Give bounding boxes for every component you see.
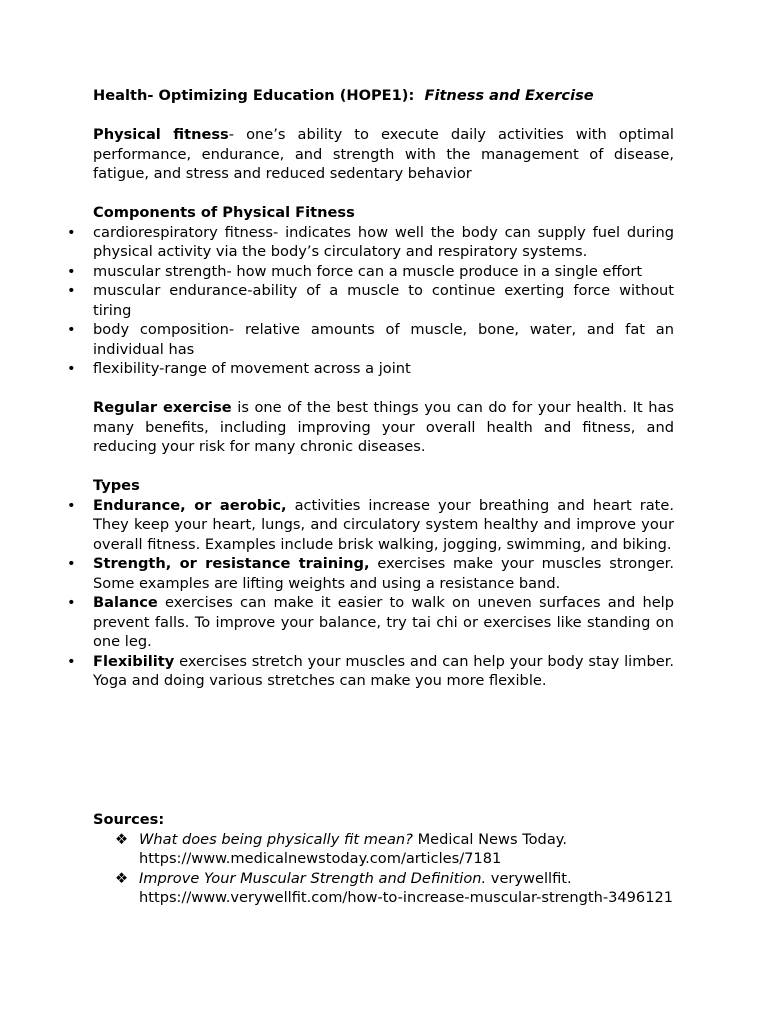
bullet-icon: • [67,223,76,241]
list-item: • flexibility-range of movement across a joint [67,360,411,377]
regular-exercise-term: Regular exercise [93,399,232,416]
sources-list [93,830,674,908]
list-item: • Strength, or resistance training, exercises make your muscles stronger. Some examples are lifting weights and using a resistance band. [67,555,674,592]
components-list [67,223,674,379]
source-title: What does being physically fit mean? [139,830,413,848]
document-title [93,86,674,106]
physical-fitness-definition [93,125,674,184]
types-list [67,496,674,691]
diamond-bullet-icon: ❖ [115,869,129,887]
source-item [115,869,674,908]
types-heading: Types [93,477,140,494]
list-item: • body composition- relative amounts of muscle, bone, water, and fat an individual has [67,321,674,358]
regular-exercise-paragraph: Regular exercise is one of the best things you can do for your health. It has many benefits, including improving your overall health and fitness, and reducing your risk for many chronic diseases. [93,399,675,455]
source-url: https://www.verywellfit.com/how-to-increase-muscular-strength-3496121 [139,889,674,906]
bullet-icon: • [67,360,76,377]
bullet-icon: • [67,321,76,338]
diamond-bullet-icon: ❖ [115,830,129,848]
source-title: Improve Your Muscular Strength and Definition. [139,869,487,887]
sources-heading: Sources: [93,811,165,828]
list-item: • Balance exercises can make it easier to walk on uneven surfaces and help prevent falls. To improve your balance, try tai chi or exercises like standing on one leg. [67,594,674,650]
list-item: • Endurance, or aerobic, activities increase your breathing and heart rate. They keep your heart, lungs, and circulatory system healthy and improve your overall fitness. Examples include brisk walking, jogging, swimming, and biking. [67,496,674,553]
document-body [67,86,675,691]
source-publisher: verywellfit. [486,869,572,887]
source-item [115,830,674,869]
definition-text: - one’s ability to execute daily activities with optimal performance, endurance, and strength with the management of disease, fatigue, and stress and reduced sedentary behavior [93,126,674,182]
title-prefix: Health- Optimizing Education (HOPE1): [93,87,415,104]
bullet-icon: • [67,262,76,280]
bullet-icon: • [67,282,76,299]
list-item: • cardiorespiratory fitness- indicates how well the body can supply fuel during physical activity via the body’s circulatory and respiratory systems. [67,223,674,260]
bullet-icon: • [67,652,76,670]
bullet-icon: • [67,594,76,611]
list-item: • Flexibility exercises stretch your muscles and can help your body stay limber. Yoga and doing various stretches can make you more flexible. [67,652,674,689]
list-item: • muscular endurance-ability of a muscle to continue exerting force without tiring [67,282,674,319]
source-url: https://www.medicalnewstoday.com/articles/7181 [139,850,502,867]
title-topic: Fitness and Exercise [424,87,594,104]
sources-section [93,810,674,908]
bullet-icon: • [67,555,76,572]
bullet-icon: • [67,496,76,514]
list-item: • muscular strength- how much force can a muscle produce in a single effort [67,262,643,280]
source-publisher: Medical News Today. [412,830,567,848]
components-heading: Components of Physical Fitness [93,204,355,221]
definition-term: Physical fitness [93,126,229,143]
